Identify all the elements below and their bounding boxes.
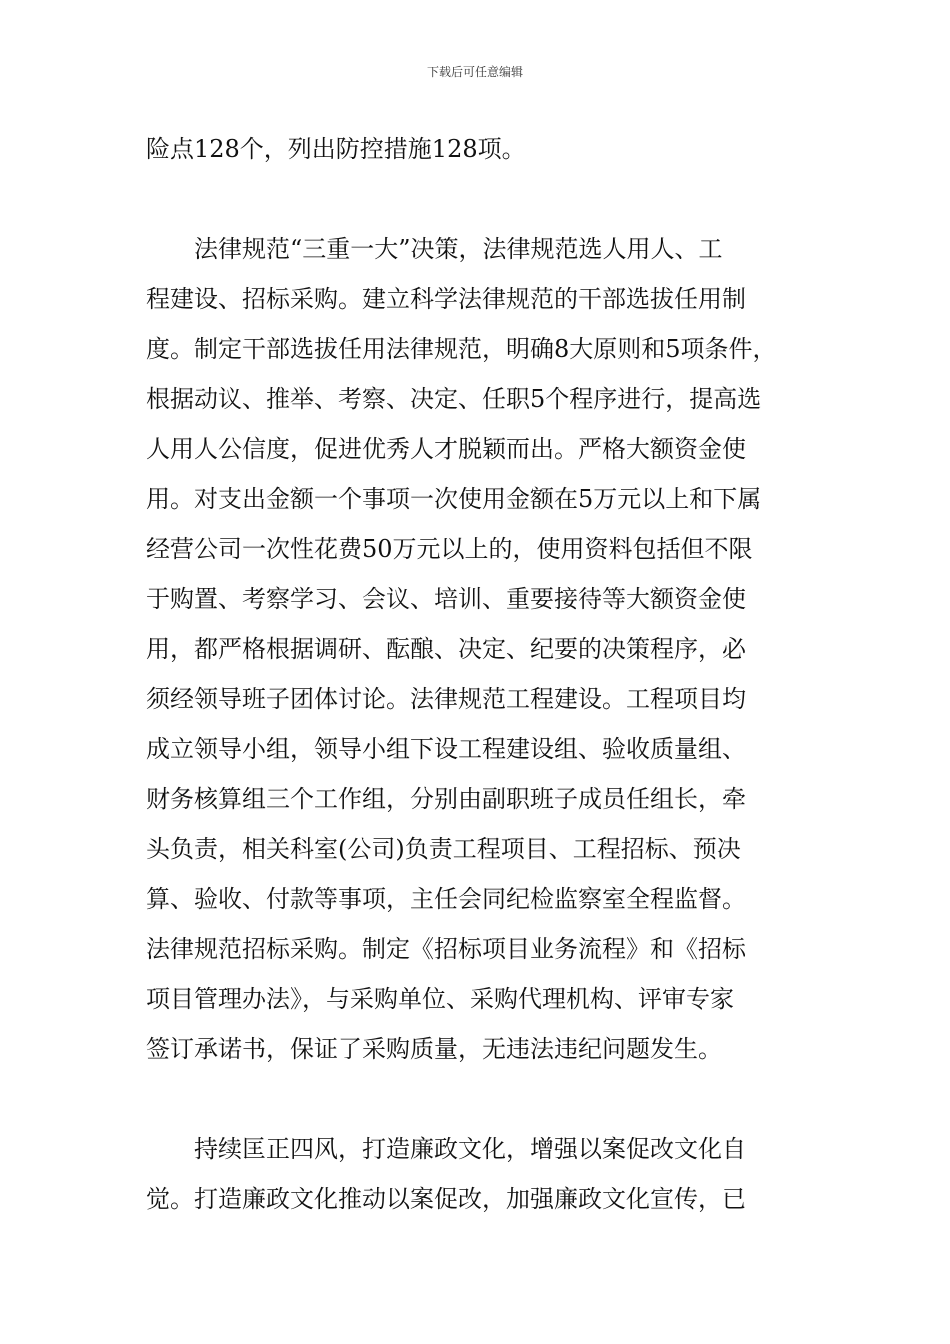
paragraph-3-line-2: 觉。打造廉政文化推动以案促改，加强廉政文化宣传，已	[146, 1185, 746, 1213]
paragraph-2-line-4: 根据动议、推举、考察、决定、任职5个程序进行，提高选	[146, 385, 762, 413]
paragraph-2-line-16: 项目管理办法》，与采购单位、采购代理机构、评审专家	[146, 985, 734, 1013]
paragraph-2-line-11: 成立领导小组，领导小组下设工程建设组、验收质量组、	[146, 735, 746, 763]
paragraph-2-line-8: 于购置、考察学习、会议、培训、重要接待等大额资金使	[146, 585, 746, 613]
paragraph-2-line-10: 须经领导班子团体讨论。法律规范工程建设。工程项目均	[146, 685, 746, 713]
paragraph-2-line-6: 用。对支出金额一个事项一次使用金额在5万元以上和下属	[146, 485, 762, 513]
page-header: 下载后可任意编辑	[426, 65, 523, 79]
paragraph-2-line-9: 用，都严格根据调研、酝酿、决定、纪要的决策程序，必	[146, 635, 746, 663]
paragraph-2-line-2: 程建设、招标采购。建立科学法律规范的干部选拔任用制	[146, 285, 746, 313]
paragraph-3-line-1: 持续匡正四风，打造廉政文化，增强以案促改文化自	[194, 1135, 746, 1163]
paragraph-2-line-17: 签订承诺书，保证了采购质量，无违法违纪问题发生。	[146, 1035, 722, 1063]
paragraph-2-line-14: 算、验收、付款等事项，主任会同纪检监察室全程监督。	[146, 885, 746, 913]
paragraph-2-line-1: 法律规范“三重一大”决策，法律规范选人用人、工	[194, 235, 723, 263]
paragraph-2-line-13: 头负责，相关科室(公司)负责工程项目、工程招标、预决	[146, 835, 741, 863]
paragraph-1-line-1: 险点128个，列出防控措施128项。	[146, 135, 526, 163]
paragraph-2-line-15: 法律规范招标采购。制定《招标项目业务流程》和《招标	[146, 935, 746, 963]
paragraph-2-line-3: 度。制定干部选拔任用法律规范，明确8大原则和5项条件，	[146, 335, 777, 363]
paragraph-2-line-5: 人用人公信度，促进优秀人才脱颖而出。严格大额资金使	[146, 435, 746, 463]
paragraph-2-line-7: 经营公司一次性花费50万元以上的，使用资料包括但不限	[146, 535, 753, 563]
paragraph-2-line-12: 财务核算组三个工作组，分别由副职班子成员任组长，牵	[146, 785, 746, 813]
